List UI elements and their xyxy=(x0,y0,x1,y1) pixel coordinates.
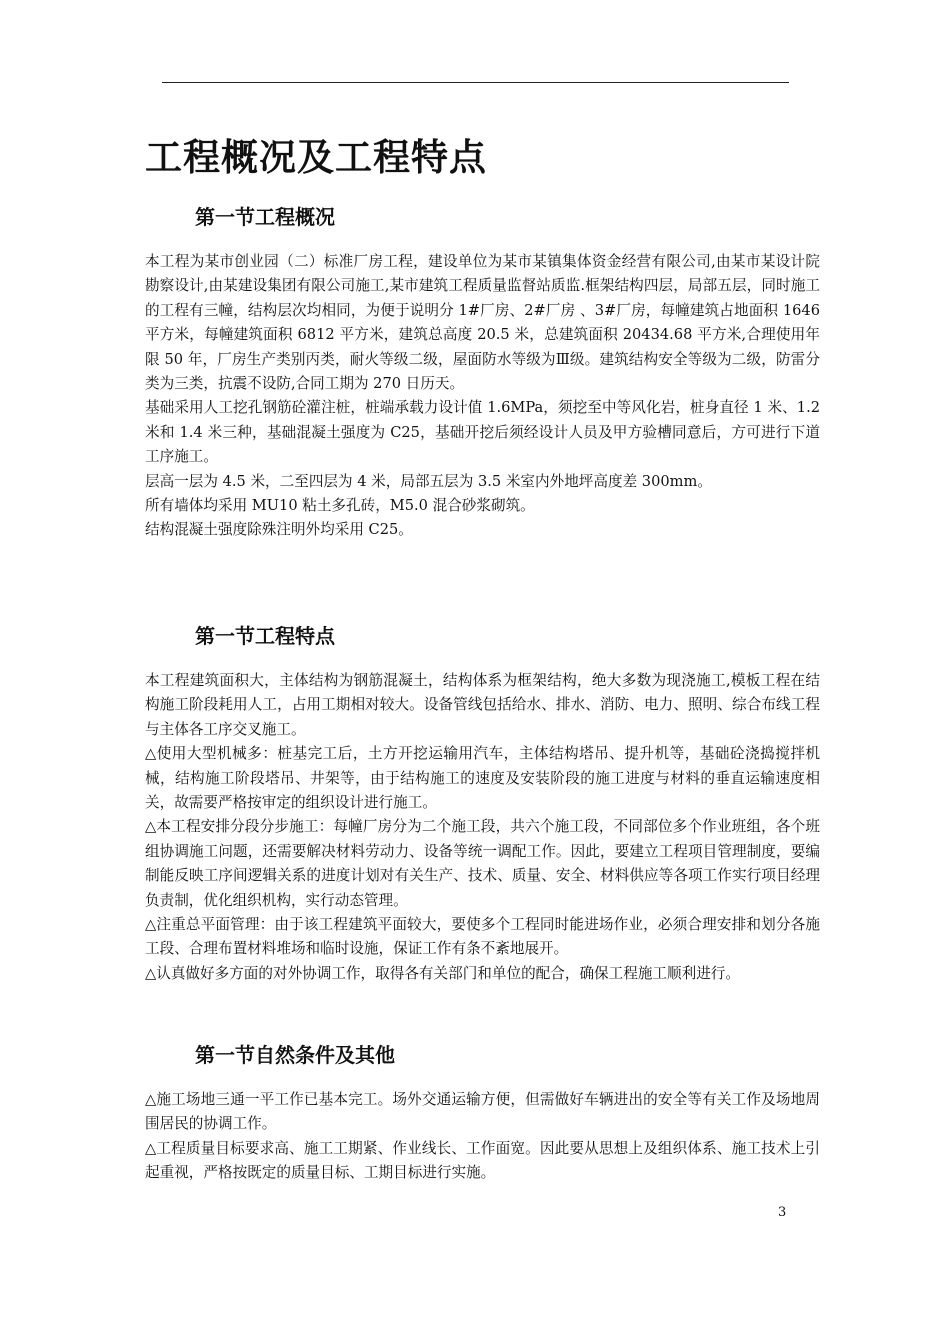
header-rule xyxy=(162,82,789,83)
paragraph: 层高一层为 4.5 米，二至四层为 4 米，局部五层为 3.5 米室内外地坪高度差 300mm。 xyxy=(145,472,712,490)
paragraph: △注重总平面管理：由于该工程建筑平面较大，要使多个工程同时能进场作业，必须合理安排和划分各施工段、合理布置材料堆场和临时设施，保证工作有条不紊地展开。 xyxy=(145,916,820,958)
paragraph: △本工程安排分段分步施工：每幢厂房分为二个施工段，共六个施工段，不同部位多个作业班组，各个班组协调施工问题，还需要解决材料劳动力、设备等统一调配工作。因此，要建立工程项目管理制度，要编制能反映工序间逻辑关系的进度计划对有关生产、技术、质量、安全、材料供应等各项工作实行项目经理负责制，优化组织机构，实行动态管理。 xyxy=(145,818,820,909)
section-heading: 第一节工程特点 xyxy=(195,624,335,648)
section-project-overview xyxy=(145,204,820,543)
section-heading: 第一节自然条件及其他 xyxy=(195,1043,395,1067)
section-heading: 第一节工程概况 xyxy=(195,205,335,229)
paragraph: 本工程为某市创业园（二）标准厂房工程，建设单位为某市某镇集体资金经营有限公司,由某市某设计院勘察设计,由某建设集团有限公司施工,某市建筑工程质量监督站质监.框架结构四层，局部五层，同时施工的工程有三幢，结构层次均相同，为便于说明分 1#厂房、2#厂房 、3#厂房，每幢建筑占地面积 1646 平方米，每幢建筑面积 6812 平方米，建筑总高度 20.5 米，总建筑面积 20434.68 平方米,合理使用年限 50 年，厂房生产类别丙类，耐火等级二级，屋面防水等级为Ⅲ级。建筑结构安全等级为二级，防雷分类为三类，抗震不设防,合同工期为 270 日历天。 xyxy=(145,253,820,393)
section-project-features xyxy=(145,623,820,986)
page-number: 3 xyxy=(778,1205,787,1220)
paragraph: △使用大型机械多：桩基完工后，土方开挖运输用汽车，主体结构塔吊、提升机等，基础砼浇捣搅拌机械，结构施工阶段塔吊、井架等，由于结构施工的速度及安装阶段的施工进度与材料的垂直运输速度相关，故需要严格按审定的组织设计进行施工。 xyxy=(145,745,820,812)
paragraph: 结构混凝土强度除殊注明外均采用 C25。 xyxy=(145,521,413,539)
paragraph: △工程质量目标要求高、施工工期紧、作业线长、工作面宽。因此要从思想上及组织体系、施工技术上引起重视，严格按既定的质量目标、工期目标进行实施。 xyxy=(145,1139,820,1182)
document-title: 工程概况及工程特点 xyxy=(145,135,487,179)
paragraph: 本工程建筑面积大，主体结构为钢筋混凝土，结构体系为框架结构，绝大多数为现浇施工,模板工程在结构施工阶段耗用人工，占用工期相对较大。设备管线包括给水、排水、消防、电力、照明、综合布线工程与主体各工序交叉施工。 xyxy=(145,672,820,738)
paragraph: 基础采用人工挖孔钢筋砼灌注桩，桩端承载力设计值 1.6MPa，须挖至中等风化岩，桩身直径 1 米、1.2 米和 1.4 米三种，基础混凝土强度为 C25，基础开挖后须经设计人员及甲方验槽同意后，方可进行下道工序施工。 xyxy=(145,399,820,466)
paragraph: 所有墙体均采用 MU10 粘土多孔砖，M5.0 混合砂浆砌筑。 xyxy=(145,497,535,515)
section-natural-conditions xyxy=(145,1042,820,1186)
paragraph: △施工场地三通一平工作已基本完工。场外交通运输方便，但需做好车辆进出的安全等有关工作及场地周围居民的协调工作。 xyxy=(145,1091,820,1133)
paragraph: △认真做好多方面的对外协调工作，取得各有关部门和单位的配合，确保工程施工顺利进行。 xyxy=(145,964,740,982)
